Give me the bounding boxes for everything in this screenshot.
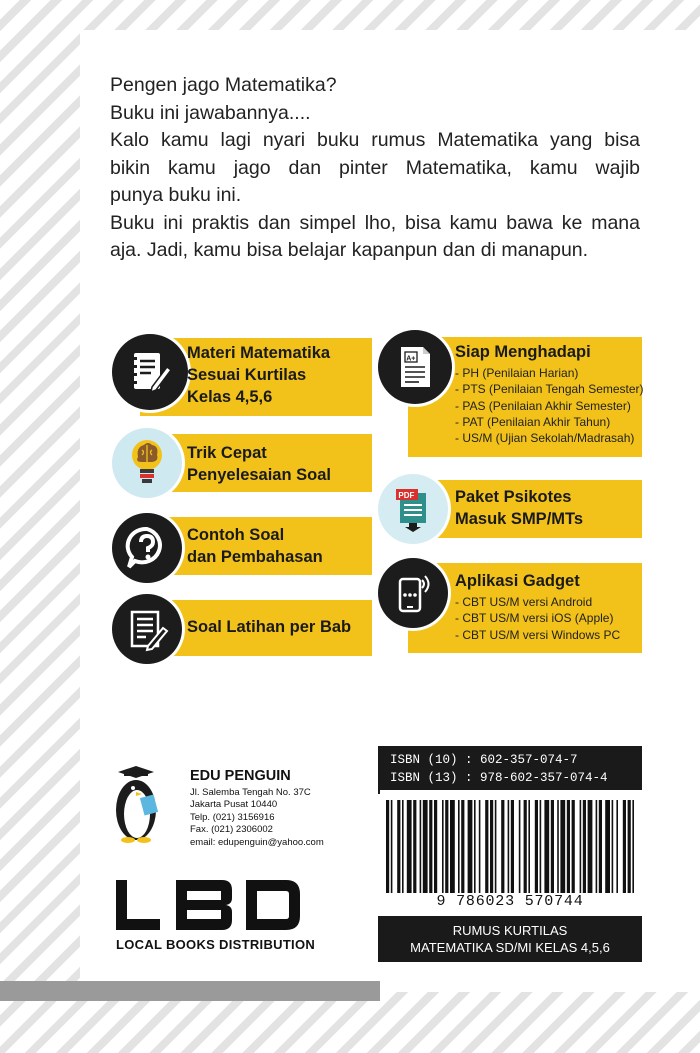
pdf-label: PDF	[398, 490, 415, 500]
penguin-logo-icon	[106, 766, 168, 844]
feature-title-gadget: Aplikasi Gadget	[455, 572, 580, 590]
feature-title-trik: Trik Cepat Penyelesaian Soal	[187, 444, 331, 484]
feature-title-contoh-soal: Contoh Soal dan Pembahasan	[187, 526, 323, 566]
feature-title-siap: Siap Menghadapi	[455, 343, 591, 361]
list-item: - PAS (Penilaian Akhir Semester)	[455, 398, 631, 413]
book-title-box	[378, 916, 642, 962]
feature-title-psikotes: Paket Psikotes Masuk SMP/MTs	[455, 488, 584, 528]
question-bubble-icon	[112, 513, 182, 583]
lbd-caption: LOCAL BOOKS DISTRIBUTION	[116, 937, 316, 952]
lbd-logo	[114, 878, 302, 932]
book-title-line-2: MATEMATIKA SD/MI KELAS 4,5,6	[410, 940, 610, 955]
isbn-10: ISBN (10) : 602-357-074-7	[390, 753, 578, 767]
feature-title-soal-latihan: Soal Latihan per Bab	[187, 618, 352, 636]
publisher-name: EDU PENGUIN	[190, 768, 291, 784]
intro-line-2: Buku ini jawabannya....	[110, 101, 311, 124]
feature-list-gadget	[455, 594, 620, 643]
isbn-13: ISBN (13) : 978-602-357-074-4	[390, 771, 608, 785]
list-item: - PH (Penilaian Harian)	[455, 366, 579, 380]
feature-title-materi: Materi Matematika Sesuai Kurtilas Kelas 4,5,6	[187, 344, 331, 406]
intro-para1-line-3: punya buku ini.	[110, 184, 242, 206]
list-item: - PAT (Penilaian Akhir Tahun)	[455, 414, 611, 429]
list-item: - CBT US/M versi iOS (Apple)	[455, 611, 614, 626]
exam-sheet-icon	[378, 330, 452, 404]
publisher-address: Jl. Salemba Tengah No. 37C Jakarta Pusat 10440 Telp. (021) 3156916 Fax. (021) 2306002 email: edupenguin@yahoo.com	[190, 787, 324, 848]
publisher-info	[190, 768, 324, 849]
list-item: - CBT US/M versi Android	[455, 595, 593, 609]
bottom-grey-bar	[0, 981, 380, 1001]
barcode-number: 9 786023 570744	[378, 893, 642, 910]
intro-line-1: Pengen jago Matematika?	[110, 74, 337, 96]
phone-wifi-icon	[378, 558, 448, 628]
paper-pencil-icon	[112, 594, 182, 664]
book-title-line-1: RUMUS KURTILAS	[452, 923, 568, 938]
list-item: - CBT US/M versi Windows PC	[455, 627, 621, 642]
intro-para1-line-1: Kalo kamu lagi nyari buku rumus Matematika yang bisa	[110, 129, 640, 151]
intro-para1-line-2: bikin kamu jago dan pinter Matematika, kamu wajib	[110, 156, 640, 179]
list-item: - PTS (Penilaian Tengah Semester)	[455, 382, 644, 397]
intro-para2-line-1: Buku ini praktis dan simpel lho, bisa kamu bawa ke mana	[110, 211, 640, 234]
feature-list-siap	[455, 365, 644, 446]
notebook-pencil-icon	[112, 334, 188, 410]
isbn-box	[378, 746, 642, 794]
intro-para2-line-2: aja. Jadi, kamu bisa belajar kapanpun dan di manapun.	[110, 239, 589, 261]
lightbulb-brain-icon	[112, 428, 182, 498]
exam-grade-label: A+	[406, 355, 416, 363]
list-item: - US/M (Ujian Sekolah/Madrasah)	[455, 431, 635, 446]
pdf-file-icon	[378, 474, 448, 544]
intro-text	[110, 72, 640, 265]
